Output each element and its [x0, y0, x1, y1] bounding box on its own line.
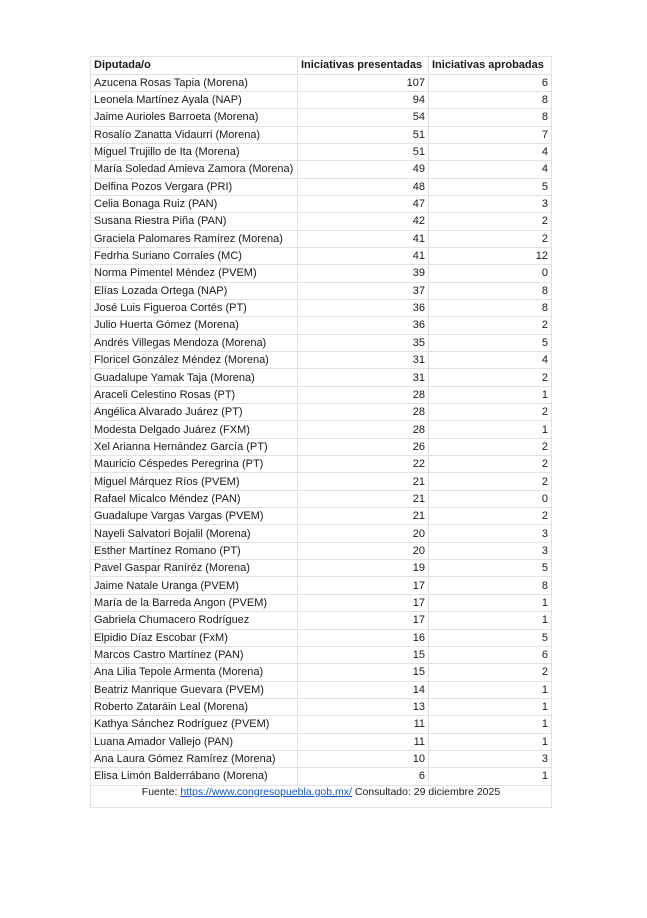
- cell-presentadas: 28: [298, 421, 429, 438]
- cell-name: Xel Arianna Hernández García (PT): [91, 438, 298, 455]
- cell-aprobadas: 4: [429, 352, 552, 369]
- cell-aprobadas: 4: [429, 161, 552, 178]
- table-row: [91, 629, 552, 646]
- table-row: [91, 698, 552, 715]
- cell-aprobadas: 2: [429, 404, 552, 421]
- cell-aprobadas: 7: [429, 126, 552, 143]
- table-row: [91, 386, 552, 403]
- source-prefix: Fuente:: [141, 785, 181, 798]
- cell-aprobadas: 2: [429, 456, 552, 473]
- cell-aprobadas: 1: [429, 594, 552, 611]
- cell-presentadas: 17: [298, 594, 429, 611]
- cell-name: Miguel Trujillo de Ita (Morena): [91, 143, 298, 160]
- cell-aprobadas: 3: [429, 750, 552, 767]
- table-row: [91, 525, 552, 542]
- table-row: [91, 716, 552, 733]
- table-row: [91, 456, 552, 473]
- table-row: [91, 681, 552, 698]
- cell-presentadas: 16: [298, 629, 429, 646]
- cell-name: Celia Bonaga Ruiz (PAN): [91, 195, 298, 212]
- cell-presentadas: 21: [298, 490, 429, 507]
- cell-presentadas: 22: [298, 456, 429, 473]
- cell-presentadas: 17: [298, 612, 429, 629]
- cell-aprobadas: 8: [429, 299, 552, 316]
- cell-presentadas: 15: [298, 646, 429, 663]
- cell-presentadas: 21: [298, 508, 429, 525]
- table-row: [91, 490, 552, 507]
- cell-aprobadas: 1: [429, 386, 552, 403]
- cell-aprobadas: 5: [429, 560, 552, 577]
- header-aprobadas: Iniciativas aprobadas: [429, 57, 552, 75]
- cell-name: Azucena Rosas Tapia (Morena): [91, 74, 298, 91]
- table-row: [91, 352, 552, 369]
- cell-presentadas: 26: [298, 438, 429, 455]
- cell-presentadas: 11: [298, 733, 429, 750]
- cell-name: Fedrha Suriano Corrales (MC): [91, 247, 298, 264]
- header-diputado: Diputada/o: [91, 57, 298, 75]
- table-row: [91, 317, 552, 334]
- table-row: [91, 299, 552, 316]
- cell-presentadas: 94: [298, 91, 429, 108]
- cell-aprobadas: 2: [429, 230, 552, 247]
- table-row: [91, 282, 552, 299]
- cell-name: Angélica Alvarado Juárez (PT): [91, 404, 298, 421]
- cell-name: Esther Martínez Romano (PT): [91, 542, 298, 559]
- cell-aprobadas: 8: [429, 282, 552, 299]
- cell-presentadas: 47: [298, 195, 429, 212]
- cell-name: Nayeli Salvatori Bojalil (Morena): [91, 525, 298, 542]
- table-row: [91, 109, 552, 126]
- cell-presentadas: 54: [298, 109, 429, 126]
- table-row: [91, 143, 552, 160]
- table-row: [91, 473, 552, 490]
- table-row: [91, 612, 552, 629]
- cell-aprobadas: 2: [429, 317, 552, 334]
- cell-aprobadas: 5: [429, 629, 552, 646]
- cell-name: Gabriela Chumacero Rodríguez: [91, 612, 298, 629]
- cell-aprobadas: 1: [429, 716, 552, 733]
- cell-aprobadas: 2: [429, 473, 552, 490]
- table-row: [91, 438, 552, 455]
- cell-aprobadas: 1: [429, 681, 552, 698]
- table-row: [91, 265, 552, 282]
- cell-aprobadas: 2: [429, 664, 552, 681]
- cell-aprobadas: 3: [429, 542, 552, 559]
- table-row: [91, 594, 552, 611]
- cell-presentadas: 15: [298, 664, 429, 681]
- cell-presentadas: 6: [298, 768, 429, 785]
- cell-presentadas: 51: [298, 143, 429, 160]
- table-row: [91, 230, 552, 247]
- cell-aprobadas: 5: [429, 334, 552, 351]
- table-row: [91, 74, 552, 91]
- table-row: [91, 577, 552, 594]
- cell-presentadas: 36: [298, 299, 429, 316]
- cell-aprobadas: 1: [429, 698, 552, 715]
- cell-aprobadas: 6: [429, 646, 552, 663]
- header-row: [91, 57, 552, 75]
- cell-name: Beatriz Manrique Guevara (PVEM): [91, 681, 298, 698]
- cell-name: Andrés Villegas Mendoza (Morena): [91, 334, 298, 351]
- cell-name: Pavel Gaspar Raníréz (Morena): [91, 560, 298, 577]
- cell-presentadas: 14: [298, 681, 429, 698]
- cell-name: Marcos Castro Martínez (PAN): [91, 646, 298, 663]
- cell-presentadas: 20: [298, 542, 429, 559]
- table-row: [91, 213, 552, 230]
- cell-presentadas: 37: [298, 282, 429, 299]
- cell-name: Susana Riestra Piña (PAN): [91, 213, 298, 230]
- cell-aprobadas: 8: [429, 109, 552, 126]
- cell-aprobadas: 1: [429, 768, 552, 785]
- table-row: [91, 560, 552, 577]
- cell-name: Miguel Márquez Ríos (PVEM): [91, 473, 298, 490]
- cell-name: María de la Barreda Angon (PVEM): [91, 594, 298, 611]
- cell-presentadas: 35: [298, 334, 429, 351]
- cell-name: Guadalupe Vargas Vargas (PVEM): [91, 508, 298, 525]
- cell-name: Elisa Limón Balderrábano (Morena): [91, 768, 298, 785]
- table-row: [91, 733, 552, 750]
- cell-presentadas: 48: [298, 178, 429, 195]
- cell-aprobadas: 2: [429, 213, 552, 230]
- cell-presentadas: 11: [298, 716, 429, 733]
- cell-presentadas: 39: [298, 265, 429, 282]
- cell-aprobadas: 6: [429, 74, 552, 91]
- cell-name: Araceli Celestino Rosas (PT): [91, 386, 298, 403]
- source-link[interactable]: https://www.congresopuebla.gob.mx/: [180, 785, 352, 798]
- cell-name: Jaime Aurioles Barroeta (Morena): [91, 109, 298, 126]
- table-row: [91, 126, 552, 143]
- cell-presentadas: 17: [298, 577, 429, 594]
- cell-aprobadas: 5: [429, 178, 552, 195]
- cell-presentadas: 10: [298, 750, 429, 767]
- table-row: [91, 334, 552, 351]
- cell-presentadas: 20: [298, 525, 429, 542]
- cell-name: Floricel González Méndez (Morena): [91, 352, 298, 369]
- cell-presentadas: 31: [298, 352, 429, 369]
- cell-name: Luana Amador Vallejo (PAN): [91, 733, 298, 750]
- cell-name: Rosalío Zanatta Vidaurri (Morena): [91, 126, 298, 143]
- cell-aprobadas: 0: [429, 490, 552, 507]
- cell-presentadas: 42: [298, 213, 429, 230]
- cell-name: Modesta Delgado Juárez (FXM): [91, 421, 298, 438]
- footer-row: [91, 785, 552, 807]
- cell-name: Norma Pimentel Méndez (PVEM): [91, 265, 298, 282]
- table-row: [91, 404, 552, 421]
- table-row: [91, 542, 552, 559]
- cell-name: Rafael Micalco Méndez (PAN): [91, 490, 298, 507]
- cell-presentadas: 19: [298, 560, 429, 577]
- table-row: [91, 750, 552, 767]
- table-row: [91, 421, 552, 438]
- cell-name: Roberto Zataráin Leal (Morena): [91, 698, 298, 715]
- cell-name: Leonela Martínez Ayala (NAP): [91, 91, 298, 108]
- cell-aprobadas: 1: [429, 612, 552, 629]
- cell-name: José Luis Figueroa Cortés (PT): [91, 299, 298, 316]
- cell-presentadas: 36: [298, 317, 429, 334]
- table-row: [91, 247, 552, 264]
- table-row: [91, 508, 552, 525]
- cell-name: Ana Laura Gómez Ramírez (Morena): [91, 750, 298, 767]
- cell-presentadas: 28: [298, 404, 429, 421]
- cell-name: Guadalupe Yamak Taja (Morena): [91, 369, 298, 386]
- table-row: [91, 646, 552, 663]
- cell-name: María Soledad Amieva Zamora (Morena): [91, 161, 298, 178]
- cell-aprobadas: 8: [429, 91, 552, 108]
- cell-name: Kathya Sánchez Rodríguez (PVEM): [91, 716, 298, 733]
- cell-name: Elpidio Díaz Escobar (FxM): [91, 629, 298, 646]
- cell-presentadas: 31: [298, 369, 429, 386]
- cell-name: Jaime Natale Uranga (PVEM): [91, 577, 298, 594]
- source-suffix: Consultado: 29 diciembre 2025: [351, 785, 501, 798]
- cell-aprobadas: 4: [429, 143, 552, 160]
- table-row: [91, 768, 552, 785]
- cell-aprobadas: 0: [429, 265, 552, 282]
- cell-presentadas: 21: [298, 473, 429, 490]
- table-row: [91, 664, 552, 681]
- cell-presentadas: 41: [298, 247, 429, 264]
- cell-presentadas: 41: [298, 230, 429, 247]
- cell-name: Ana Lilia Tepole Armenta (Morena): [91, 664, 298, 681]
- table-row: [91, 161, 552, 178]
- cell-presentadas: 28: [298, 386, 429, 403]
- cell-presentadas: 107: [298, 74, 429, 91]
- cell-aprobadas: 2: [429, 508, 552, 525]
- cell-presentadas: 13: [298, 698, 429, 715]
- cell-presentadas: 51: [298, 126, 429, 143]
- initiatives-table: [90, 56, 552, 808]
- table-row: [91, 195, 552, 212]
- cell-name: Graciela Palomares Ramírez (Morena): [91, 230, 298, 247]
- cell-aprobadas: 1: [429, 421, 552, 438]
- cell-aprobadas: 2: [429, 369, 552, 386]
- cell-name: Elías Lozada Ortega (NAP): [91, 282, 298, 299]
- cell-aprobadas: 2: [429, 438, 552, 455]
- cell-aprobadas: 12: [429, 247, 552, 264]
- table-row: [91, 91, 552, 108]
- header-presentadas: Iniciativas presentadas: [298, 57, 429, 75]
- cell-aprobadas: 3: [429, 195, 552, 212]
- cell-aprobadas: 3: [429, 525, 552, 542]
- source-note: [91, 785, 552, 807]
- cell-presentadas: 49: [298, 161, 429, 178]
- table-row: [91, 369, 552, 386]
- cell-aprobadas: 8: [429, 577, 552, 594]
- table-body: [91, 74, 552, 785]
- cell-aprobadas: 1: [429, 733, 552, 750]
- cell-name: Delfina Pozos Vergara (PRI): [91, 178, 298, 195]
- table-row: [91, 178, 552, 195]
- cell-name: Julio Huerta Gómez (Morena): [91, 317, 298, 334]
- cell-name: Mauricio Céspedes Peregrina (PT): [91, 456, 298, 473]
